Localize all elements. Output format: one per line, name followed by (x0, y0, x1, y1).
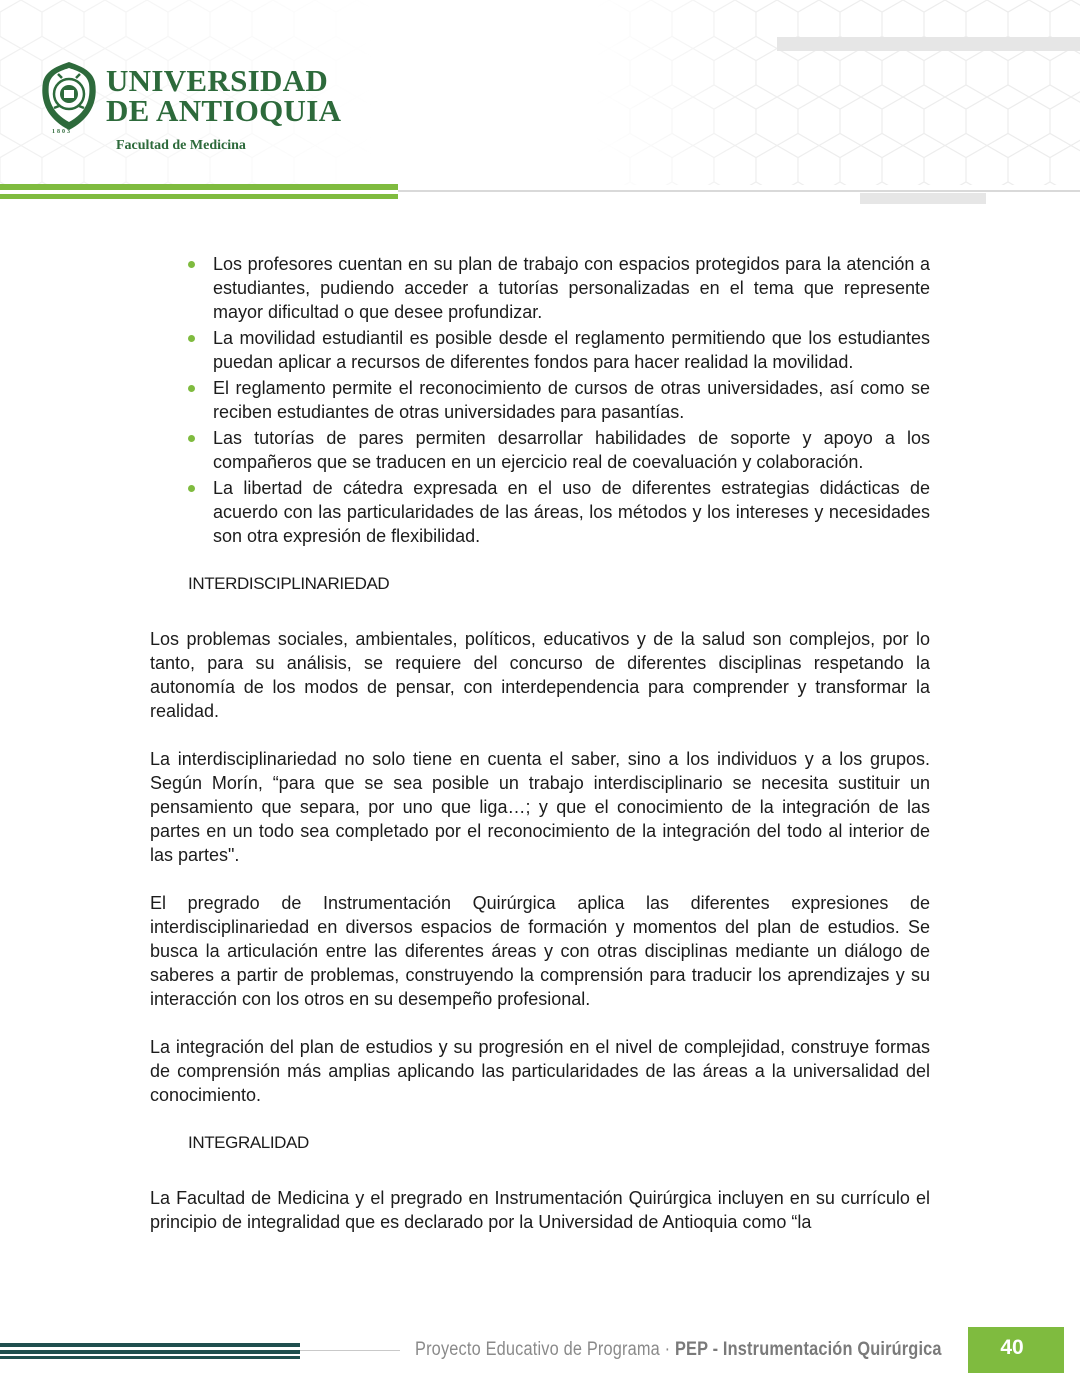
header-green-stripe (0, 184, 398, 190)
list-item-text: Los profesores cuentan en su plan de trabajo con espacios protegidos para la atención a estudiantes, pudiendo acceder a tutorías personalizadas en el tema que represente mayor dificultad o que desee profundizar. (213, 254, 930, 322)
header-divider (398, 190, 1080, 192)
paragraph: La interdisciplinariedad no solo tiene en cuenta el saber, sino a los individuos y a los grupos. Según Morín, “para que se sea posible un trabajo interdisciplinario se necesita sustituir un pensamiento que separa, por uno que liga…; y que el conocimiento de la integración de las partes en un todo sea completado por el reconocimiento de la integración del todo al interior de las partes". (150, 749, 930, 865)
section-heading-interdisciplinariedad: INTERDISCIPLINARIEDAD (188, 574, 390, 593)
page-body (150, 252, 930, 1234)
footer-stripe (0, 1356, 300, 1359)
list-item-text: El reglamento permite el reconocimiento de cursos de otras universidades, así como se reciben estudiantes de otras universidades para pasantías. (213, 378, 930, 422)
footer-stripe (0, 1343, 300, 1347)
footer-divider (300, 1350, 400, 1351)
list-item (188, 376, 930, 424)
faculty-name: Facultad de Medicina (116, 138, 246, 153)
list-item (188, 252, 930, 324)
bullet-dot-icon (188, 335, 195, 342)
footer-title-prefix: Proyecto Educativo de Programa · (415, 1339, 675, 1360)
paragraph: La Facultad de Medicina y el pregrado en Instrumentación Quirúrgica incluyen en su currículo el principio de integralidad que es declarado por la Universidad de Antioquia como “la (150, 1188, 930, 1232)
bullet-list (150, 252, 930, 548)
list-item (188, 426, 930, 474)
university-seal-icon (40, 60, 98, 132)
header-green-stripe (0, 194, 398, 199)
list-item-text: La libertad de cátedra expresada en el uso de diferentes estrategias didácticas de acuerdo con las particularidades de las áreas, los métodos y los intereses y necesidades son otra expresión de flexibilidad. (213, 478, 930, 546)
paragraph: El pregrado de Instrumentación Quirúrgica aplica las diferentes expresiones de interdisciplinariedad en diversos espacios de formación y momentos del plan de estudios. Se busca la articulación entre las diferentes áreas y con otras disciplinas mediante un diálogo de saberes a partir de problemas, construyendo la comprensión para traducir los aprendizajes y su interacción con los otros en su desempeño profesional. (150, 893, 930, 1009)
bullet-dot-icon (188, 385, 195, 392)
list-item (188, 326, 930, 374)
paragraph: Los problemas sociales, ambientales, políticos, educativos y de la salud son complejos, por lo tanto, para su análisis, se requiere del concurso de diferentes disciplinas respetando la autonomía de los modos de pensar, con interdependencia para comprender y transformar la realidad. (150, 629, 930, 721)
list-item-text: La movilidad estudiantil es posible desde el reglamento permitiendo que los estudiantes puedan aplicar a recursos de diferentes fondos para hacer realidad la movilidad. (213, 328, 930, 372)
header-decor-bar-small (860, 193, 986, 204)
page-number: 40 (1000, 1336, 1024, 1359)
header-decor-bar (777, 37, 1080, 51)
paragraph: La integración del plan de estudios y su progresión en el nivel de complejidad, construye formas de comprensión más amplias aplicando las particularidades de las áreas a la universalidad del conocimiento. (150, 1037, 930, 1105)
footer-stripe (0, 1350, 300, 1354)
bullet-dot-icon (188, 435, 195, 442)
university-name-line1: UNIVERSIDAD (106, 63, 329, 98)
list-item (188, 476, 930, 548)
seal-year: 1803 (52, 129, 72, 135)
university-name (106, 63, 342, 128)
list-item-text: Las tutorías de pares permiten desarrollar habilidades de soporte y apoyo a los compañeros que se traducen en un ejercicio real de coevaluación y colaboración. (213, 428, 930, 472)
section-heading-integralidad: INTEGRALIDAD (188, 1133, 309, 1152)
university-name-line2: DE ANTIOQUIA (106, 93, 342, 128)
bullet-dot-icon (188, 261, 195, 268)
footer-title-bold: PEP - Instrumentación Quirúrgica (674, 1339, 942, 1360)
bullet-dot-icon (188, 485, 195, 492)
page-number-badge (968, 1327, 1064, 1373)
footer-title (415, 1339, 942, 1361)
